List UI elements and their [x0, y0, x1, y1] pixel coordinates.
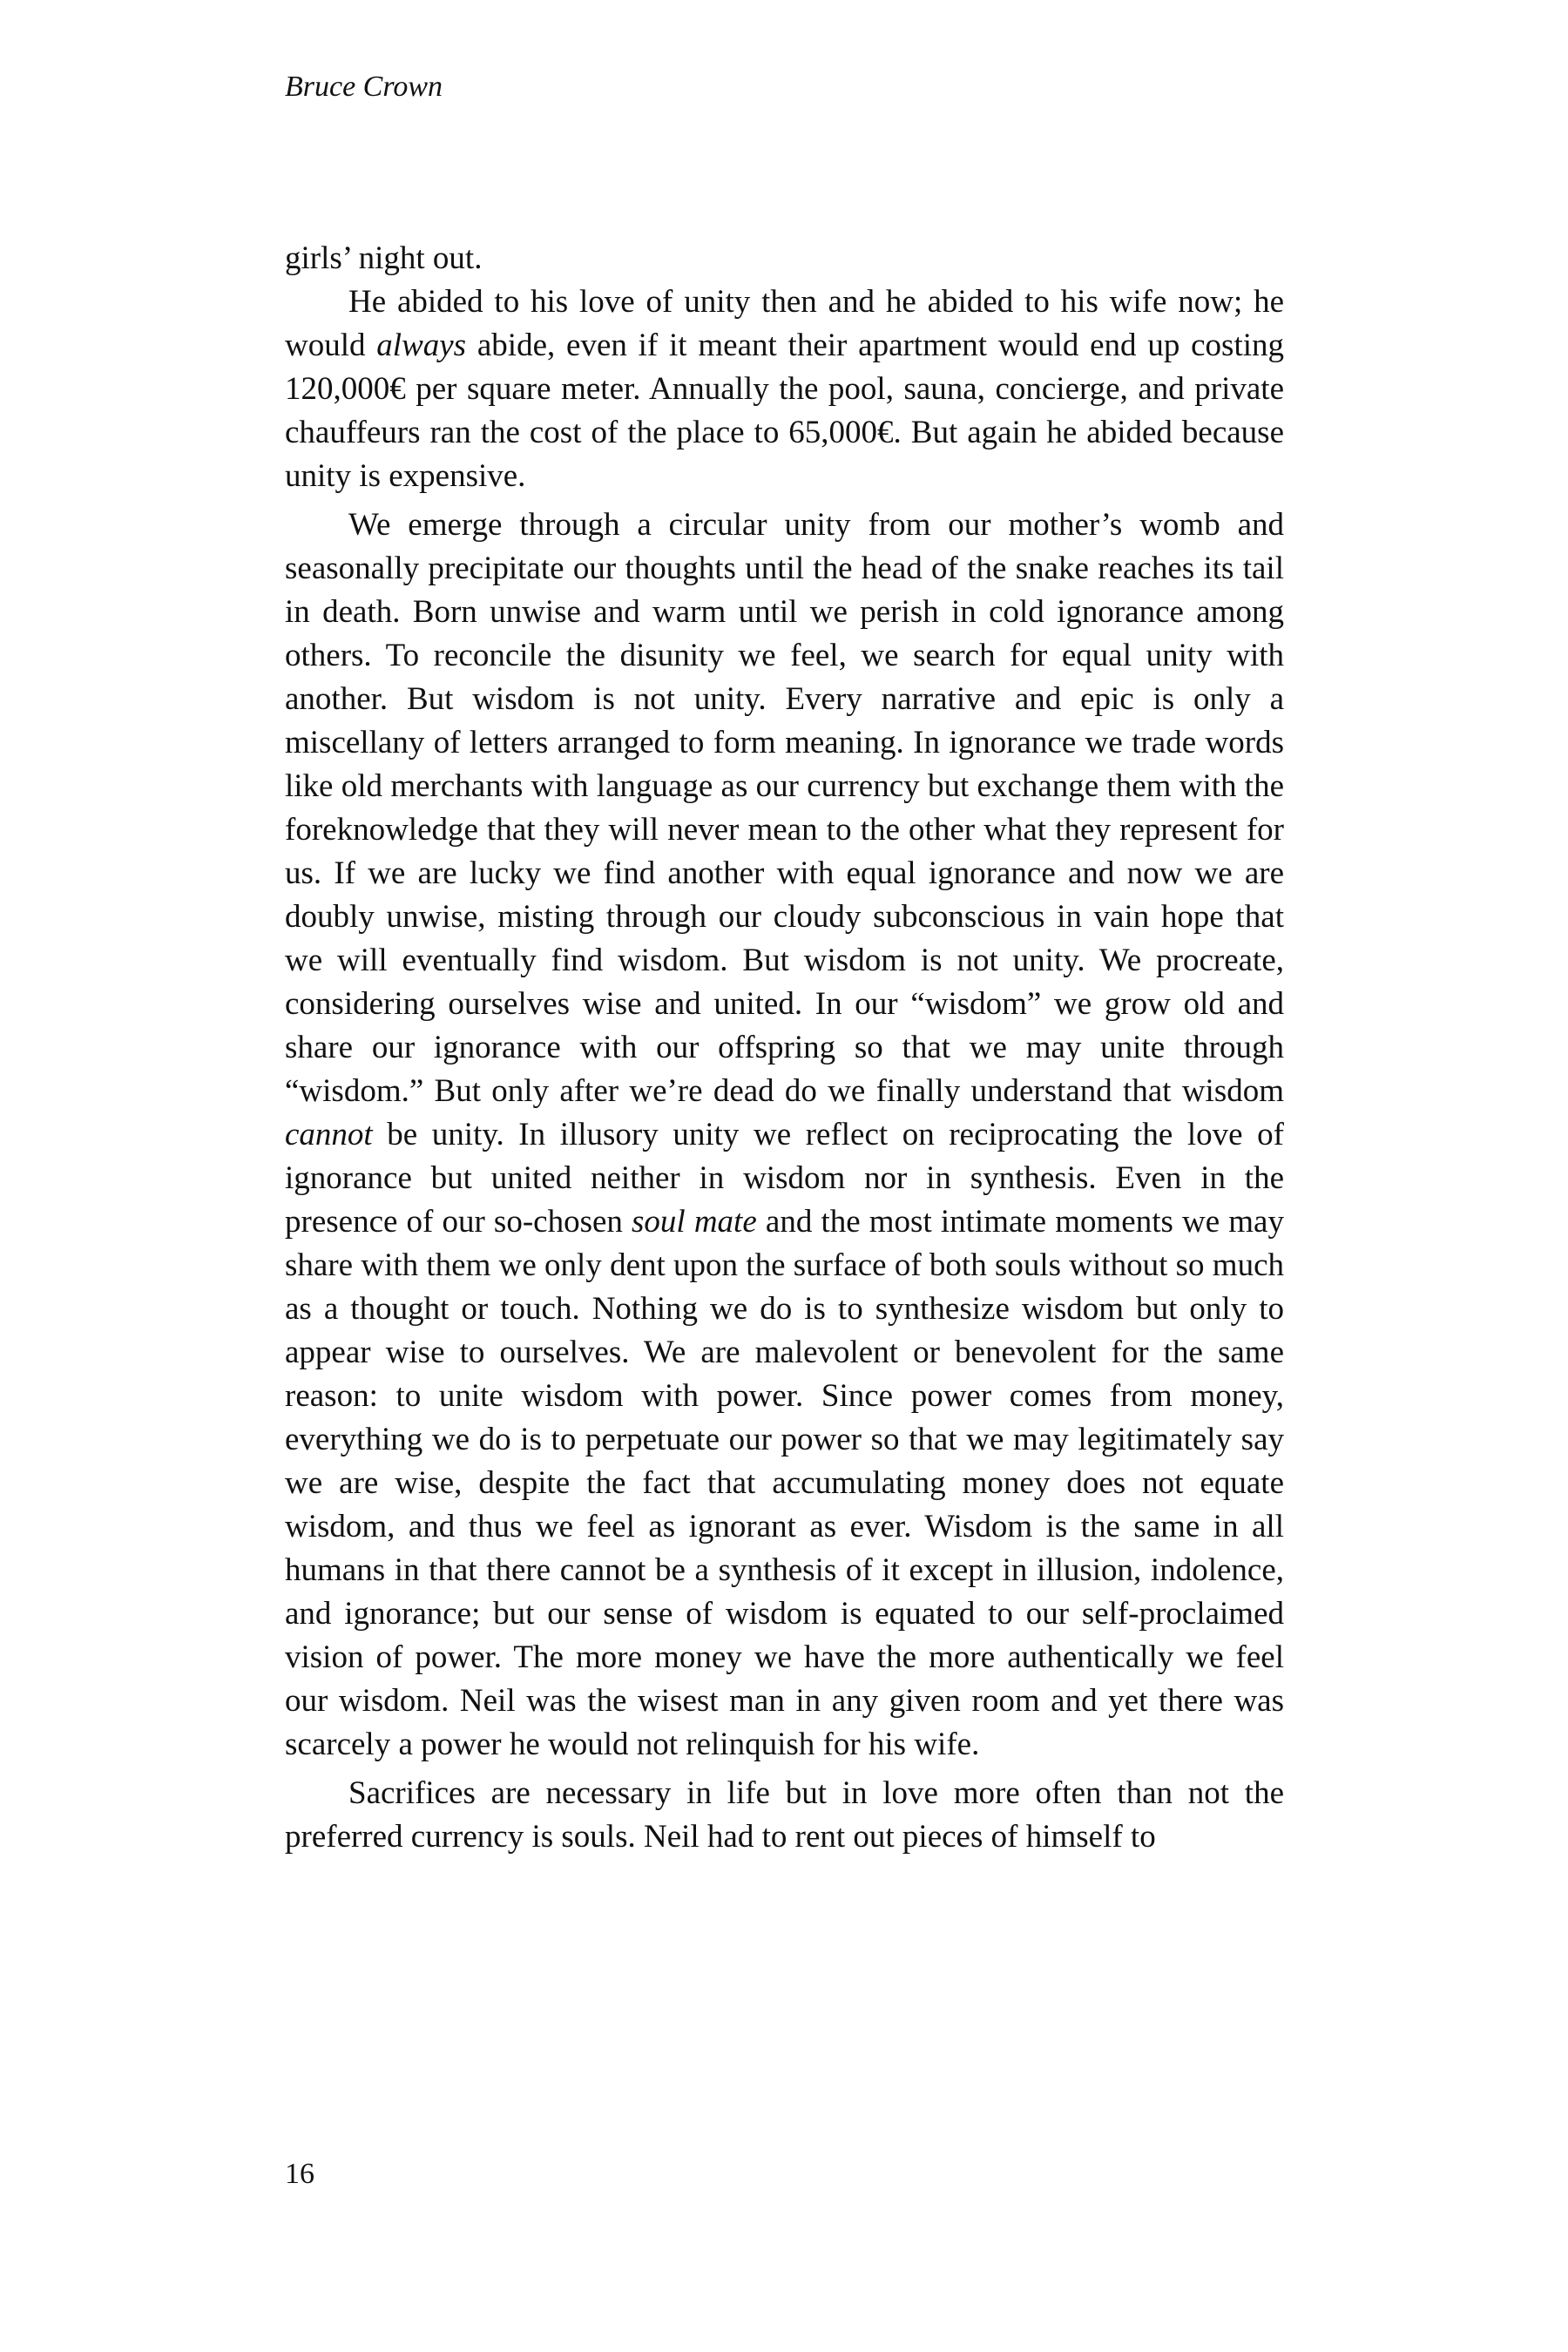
- paragraph-abided-text-c: abide, even if it meant their apartment would end up costing 120,000€ per square meter. Annually the pool, sauna, concierge, and private chauffeurs ran the cost of the place to 65,000€. But again he abided because unity is expensive.: [285, 328, 1285, 494]
- paragraph-unity-wisdom: [285, 504, 1284, 1767]
- paragraph-abided: [285, 280, 1284, 498]
- emphasis-always: always: [376, 328, 467, 363]
- paragraph-abided-text-a: He abided to his love of unity then and he abided to his wife now; he would: [285, 284, 1284, 363]
- paragraph-continuation: girls’ night out.: [285, 240, 483, 276]
- emphasis-soul-mate: soul mate: [632, 1204, 757, 1240]
- paragraph-unity-text-c: be unity. In illusory unity we reflect on reciprocating the love of ignorance but united neither in wisdom nor in synthesis. Even in the presence of our so-chosen: [285, 1117, 1284, 1240]
- paragraph-sacrifices: Sacrifices are necessary in life but in love more often than not the preferred currency is souls. Neil had to rent out pieces of himself to: [285, 1775, 1284, 1855]
- running-head: Bruce Crown: [285, 71, 443, 103]
- paragraph-unity-text-a: We emerge through a circular unity from our mother’s womb and seasonally precipitate our thoughts until the head of the snake reaches its tail in death. Born unwise and warm until we perish in cold ignorance among others. To reconcile the disunity we feel, we search for equal unity with another. But wisdom is not unity. Every narrative and epic is only a miscellany of letters arranged to form meaning. In ignorance we trade words like old merchants with language as our currency but exchange them with the foreknowledge that they will never mean to the other what they represent for us. If we are lucky we find another with equal ignorance and now we are doubly unwise, misting through our cloudy subconscious in vain hope that we will eventually find wisdom. But wisdom is not unity. We procreate, considering ourselves wise and united. In our “wisdom” we grow old and share our ignorance with our offspring so that we may unite through “wisdom.” But only after we’re dead do we finally understand that wisdom: [285, 507, 1284, 1109]
- emphasis-cannot: cannot: [285, 1117, 373, 1152]
- page-number: 16: [285, 2158, 314, 2190]
- body-text: [285, 237, 1284, 1859]
- paragraph-unity-text-e: and the most intimate moments we may share with them we only dent upon the surface of both souls without so much as a thought or touch. Nothing we do is to synthesize wisdom but only to appear wise to ourselves. We are malevolent or benevolent for the same reason: to unite wisdom with power. Since power comes from money, everything we do is to perpetuate our power so that we may legitimately say we are wise, despite the fact that accumulating money does not equate wisdom, and thus we feel as ignorant as ever. Wisdom is the same in all humans in that there cannot be a synthesis of it except in illusion, indolence, and ignorance; but our sense of wisdom is equated to our self-proclaimed vision of power. The more money we have the more authentically we feel our wisdom. Neil was the wisest man in any given room and yet there was scarcely a power he would not relinquish for his wife.: [285, 1204, 1284, 1762]
